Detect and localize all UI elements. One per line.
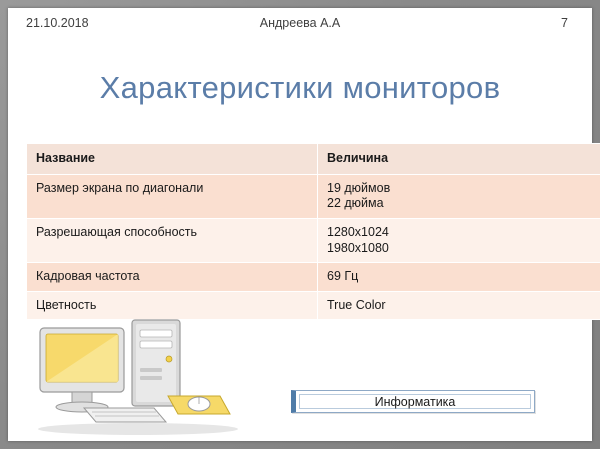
header-page-number: 7: [561, 16, 568, 30]
table-cell-value: [318, 174, 600, 218]
table-cell-value: [318, 263, 600, 292]
table-header-cell-name: Название: [27, 144, 318, 175]
table-row: [27, 174, 600, 218]
desktop-computer-icon: [26, 304, 244, 438]
specs-table: [26, 143, 600, 320]
table-cell-value-line: 19 дюймов: [327, 180, 391, 195]
slide-canvas: [8, 8, 592, 441]
table-row: [27, 218, 600, 262]
table-cell-value: [318, 218, 600, 262]
page-title: Характеристики мониторов: [99, 70, 501, 105]
specs-table-wrapper: [26, 143, 574, 320]
table-cell-name: Разрешающая способность: [27, 218, 318, 262]
table-row: [27, 263, 600, 292]
footer-label: Информатика: [374, 395, 456, 409]
table-cell-value-line: 22 дюйма: [327, 196, 384, 211]
header-author: Андреева А.А: [259, 16, 341, 30]
table-cell-value-line: 1280x1024: [327, 224, 389, 239]
table-cell-value-line: True Color: [327, 297, 386, 312]
table-cell-value-line: 69 Гц: [327, 269, 359, 284]
slide-header: [8, 16, 592, 38]
table-header-cell-value: Величина: [318, 144, 600, 175]
table-cell-name: Кадровая частота: [27, 263, 318, 292]
table-cell-name: Размер экрана по диагонали: [27, 174, 318, 218]
table-cell-name: Цветность: [27, 291, 318, 320]
table-header-row: [27, 144, 600, 175]
footer-label-box[interactable]: [291, 390, 535, 413]
table-cell-value-line: 1980x1080: [327, 240, 389, 255]
header-date: 21.10.2018: [26, 16, 89, 30]
table-cell-value: [318, 291, 600, 320]
